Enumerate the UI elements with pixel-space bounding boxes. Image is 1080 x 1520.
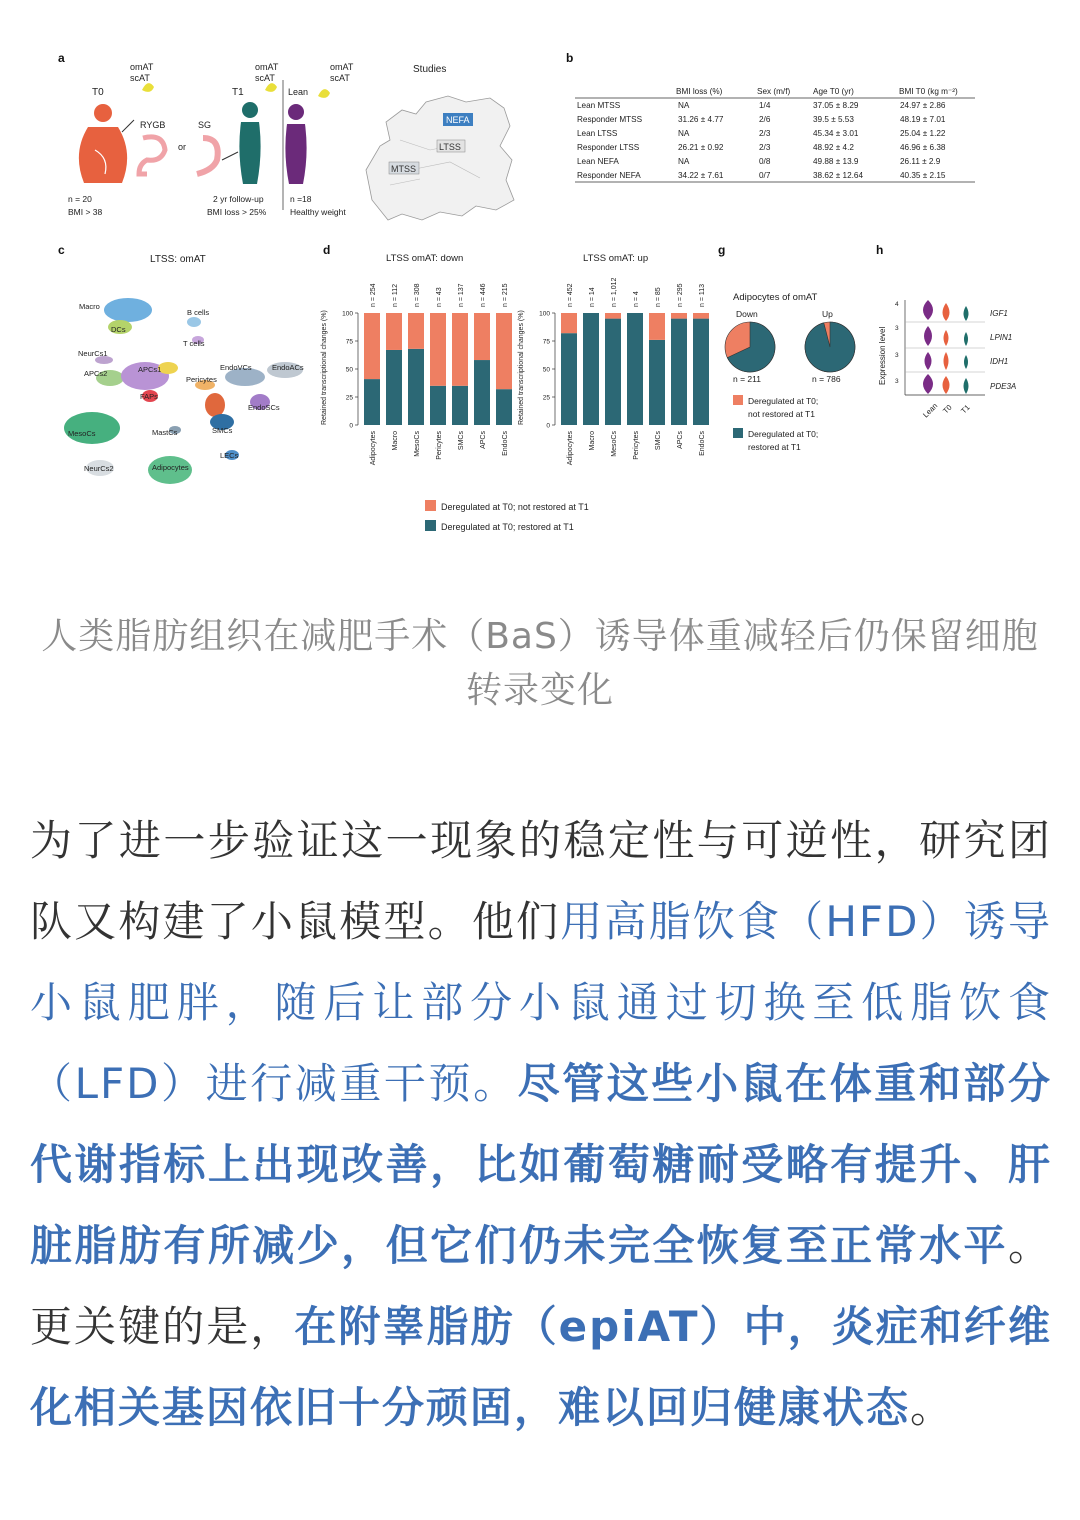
pie-legend-2b: restored at T1 bbox=[748, 442, 801, 452]
pie-chart-up bbox=[805, 322, 855, 372]
label-omat-2: omAT bbox=[255, 62, 279, 72]
svg-text:FAPs: FAPs bbox=[140, 392, 158, 401]
label-sg: SG bbox=[198, 120, 212, 130]
bar-restored bbox=[649, 340, 665, 425]
label-nefa: NEFA bbox=[446, 115, 470, 125]
pie-chart-down bbox=[725, 322, 775, 372]
label-bmiloss: BMI loss > 25% bbox=[207, 207, 267, 217]
svg-text:LPIN1: LPIN1 bbox=[990, 333, 1013, 342]
paragraph-text-3: 。 bbox=[910, 1383, 955, 1432]
pie-legend-swatch-not-restored bbox=[733, 395, 743, 405]
y-tick-label: 25 bbox=[345, 394, 353, 402]
pie-label-up: Up bbox=[822, 309, 833, 319]
legend-swatch-not-restored bbox=[425, 500, 436, 511]
svg-text:PDE3A: PDE3A bbox=[990, 382, 1017, 391]
bar-not-restored bbox=[671, 313, 687, 319]
pie-label-down: Down bbox=[736, 309, 758, 319]
label-t0: T0 bbox=[92, 87, 104, 98]
paragraph-bold-highlight-1: 尽管这些小鼠在体重和部分代谢指标上出现改善，比如葡萄糖耐受略有提升、肝脏脂肪有所减少，但它们仍未完全恢复至正常水平 bbox=[30, 1059, 1052, 1270]
chart-axis-title: Retained transcriptional changes (%) bbox=[518, 310, 525, 425]
pie-n-down: n = 211 bbox=[733, 374, 761, 384]
slim-person-purple-icon bbox=[285, 104, 306, 184]
y-tick-label: 0 bbox=[546, 422, 550, 430]
svg-text:NA: NA bbox=[678, 129, 690, 138]
svg-text:EndoVCs: EndoVCs bbox=[220, 363, 252, 372]
pie-title: Adipocytes of omAT bbox=[733, 292, 818, 303]
omat-pointer-icon-2 bbox=[265, 83, 277, 92]
umap-plot bbox=[64, 298, 304, 484]
panel-label-d: d bbox=[323, 243, 331, 257]
label-ltss-map: LTSS bbox=[439, 142, 461, 152]
svg-text:Responder MTSS: Responder MTSS bbox=[577, 115, 643, 124]
bar-restored bbox=[693, 319, 709, 425]
x-tick-label: Adipocytes bbox=[567, 431, 574, 466]
bar-not-restored bbox=[430, 313, 446, 386]
svg-text:2/3: 2/3 bbox=[759, 129, 771, 138]
bar-not-restored bbox=[561, 313, 577, 333]
y-tick-label: 100 bbox=[342, 310, 353, 318]
bar-not-restored bbox=[605, 313, 621, 319]
table-row bbox=[577, 143, 946, 152]
svg-text:LECs: LECs bbox=[220, 451, 239, 460]
svg-text:T0: T0 bbox=[941, 402, 954, 416]
bar-restored bbox=[583, 313, 599, 425]
bar-restored bbox=[605, 319, 621, 425]
svg-text:Lean: Lean bbox=[921, 401, 940, 420]
table-header-sex: Sex (m/f) bbox=[757, 87, 791, 96]
svg-text:49.88 ± 13.9: 49.88 ± 13.9 bbox=[813, 157, 859, 166]
table-header-bmiloss: BMI loss (%) bbox=[676, 87, 723, 96]
table-row bbox=[577, 171, 946, 180]
omat-pointer-icon-3 bbox=[318, 89, 330, 98]
panel-label-a: a bbox=[58, 51, 65, 65]
bar-not-restored bbox=[496, 313, 512, 389]
svg-text:3: 3 bbox=[895, 378, 899, 385]
svg-text:38.62 ± 12.64: 38.62 ± 12.64 bbox=[813, 171, 864, 180]
bar-not-restored bbox=[693, 313, 709, 319]
svg-text:3: 3 bbox=[895, 325, 899, 332]
svg-text:IDH1: IDH1 bbox=[990, 357, 1009, 366]
legend-label-not-restored: Deregulated at T0; not restored at T1 bbox=[441, 502, 589, 512]
bar-n-label: n = 85 bbox=[655, 287, 662, 307]
bar-restored bbox=[364, 379, 380, 425]
bar-restored bbox=[474, 360, 490, 425]
svg-text:MastCs: MastCs bbox=[152, 428, 178, 437]
bar-n-label: n = 113 bbox=[699, 283, 706, 307]
europe-map bbox=[366, 96, 514, 220]
label-or: or bbox=[178, 142, 187, 152]
svg-text:NA: NA bbox=[678, 101, 690, 110]
bar-not-restored bbox=[474, 313, 490, 360]
table-row bbox=[577, 129, 946, 138]
label-n18: n =18 bbox=[290, 194, 312, 204]
svg-text:MesoCs: MesoCs bbox=[68, 429, 96, 438]
y-tick-label: 25 bbox=[542, 394, 550, 402]
research-figure bbox=[0, 0, 1080, 560]
svg-text:4: 4 bbox=[895, 301, 899, 308]
y-tick-label: 50 bbox=[345, 366, 353, 374]
legend-swatch-restored bbox=[425, 520, 436, 531]
svg-text:2/6: 2/6 bbox=[759, 115, 771, 124]
pie-slice-restored bbox=[805, 322, 855, 372]
label-bmi38: BMI > 38 bbox=[68, 207, 103, 217]
bar-restored bbox=[408, 349, 424, 425]
chart-axis-title: Retained transcriptional changes (%) bbox=[321, 310, 328, 425]
svg-text:Pericytes: Pericytes bbox=[186, 375, 217, 384]
bar-n-label: n = 43 bbox=[436, 287, 443, 307]
bar-not-restored bbox=[408, 313, 424, 349]
omat-pointer-icon bbox=[142, 83, 154, 92]
bar-n-label: n = 295 bbox=[677, 283, 684, 307]
panel-label-h: h bbox=[876, 243, 884, 257]
stomach-rygb-icon bbox=[139, 137, 165, 174]
bar-not-restored bbox=[649, 313, 665, 340]
x-tick-label: EndoCs bbox=[502, 431, 509, 456]
svg-text:0/8: 0/8 bbox=[759, 157, 771, 166]
svg-text:APCs2: APCs2 bbox=[84, 369, 108, 378]
bar-not-restored bbox=[364, 313, 380, 379]
bar-restored bbox=[496, 389, 512, 425]
pie-legend-1a: Deregulated at T0; bbox=[748, 396, 819, 406]
label-studies: Studies bbox=[413, 64, 447, 75]
chart-title: LTSS omAT: up bbox=[583, 253, 649, 264]
table-row bbox=[577, 115, 946, 124]
x-tick-label: Pericytes bbox=[633, 431, 640, 460]
bar-restored bbox=[386, 350, 402, 425]
bar-restored bbox=[671, 319, 687, 425]
svg-text:0/7: 0/7 bbox=[759, 171, 771, 180]
svg-text:EndoACs: EndoACs bbox=[272, 363, 304, 372]
cohort-table bbox=[575, 87, 975, 182]
violin-ylabel: Expression level bbox=[878, 326, 887, 385]
bar-n-label: n = 254 bbox=[370, 283, 377, 307]
x-tick-label: EndoCs bbox=[699, 431, 706, 456]
panel-label-g: g bbox=[718, 243, 726, 257]
svg-text:45.34 ± 3.01: 45.34 ± 3.01 bbox=[813, 129, 859, 138]
bar-n-label: n = 308 bbox=[414, 283, 421, 307]
x-tick-label: APCs bbox=[677, 431, 684, 449]
svg-text:Adipocytes: Adipocytes bbox=[152, 463, 189, 472]
label-rygb: RYGB bbox=[140, 120, 166, 130]
y-tick-label: 75 bbox=[345, 338, 353, 346]
obese-person-icon bbox=[79, 104, 127, 183]
x-tick-label: MesoCs bbox=[611, 431, 618, 457]
umap-title: LTSS: omAT bbox=[150, 254, 206, 265]
legend-d bbox=[425, 500, 589, 532]
paragraph-text-2: 。更关键的是， bbox=[30, 1221, 1052, 1351]
bar-chart-down bbox=[321, 253, 512, 465]
label-scat-1: scAT bbox=[130, 73, 150, 83]
bar-not-restored bbox=[452, 313, 468, 386]
svg-text:46.96 ± 6.38: 46.96 ± 6.38 bbox=[900, 143, 946, 152]
svg-text:2/3: 2/3 bbox=[759, 143, 771, 152]
bar-n-label: n = 14 bbox=[589, 287, 596, 307]
svg-text:APCs1: APCs1 bbox=[138, 365, 162, 374]
svg-text:37.05 ± 8.29: 37.05 ± 8.29 bbox=[813, 101, 859, 110]
stomach-sg-icon bbox=[197, 138, 218, 174]
svg-text:Lean LTSS: Lean LTSS bbox=[577, 129, 618, 138]
article-paragraph bbox=[30, 800, 1052, 1448]
table-row bbox=[577, 157, 941, 166]
pie-legend-2a: Deregulated at T0; bbox=[748, 429, 819, 439]
svg-text:Lean MTSS: Lean MTSS bbox=[577, 101, 621, 110]
x-tick-label: Pericytes bbox=[436, 431, 443, 460]
svg-text:NA: NA bbox=[678, 157, 690, 166]
x-tick-label: APCs bbox=[480, 431, 487, 449]
y-tick-label: 75 bbox=[542, 338, 550, 346]
svg-text:40.35 ± 2.15: 40.35 ± 2.15 bbox=[900, 171, 946, 180]
paragraph-text-1: 为了进一步验证这一现象的稳定性与可逆性，研究团队又构建了小鼠模型。他们 bbox=[30, 816, 1052, 946]
arrow-to-t1-icon bbox=[222, 152, 238, 160]
bar-n-label: n = 4 bbox=[633, 291, 640, 307]
violin-plot bbox=[895, 300, 1016, 419]
bar-n-label: n = 452 bbox=[567, 283, 574, 307]
bar-restored bbox=[430, 386, 446, 425]
bar-n-label: n = 112 bbox=[392, 283, 399, 307]
svg-text:1/4: 1/4 bbox=[759, 101, 771, 110]
bar-restored bbox=[561, 333, 577, 425]
panel-label-b: b bbox=[566, 51, 574, 65]
x-tick-label: Macro bbox=[589, 431, 596, 451]
label-t1: T1 bbox=[232, 87, 244, 98]
label-followup: 2 yr follow-up bbox=[213, 194, 264, 204]
x-tick-label: SMCs bbox=[655, 431, 662, 451]
svg-text:EndoSCs: EndoSCs bbox=[248, 403, 280, 412]
svg-text:Responder NEFA: Responder NEFA bbox=[577, 171, 641, 180]
y-tick-label: 50 bbox=[542, 366, 550, 374]
label-lean: Lean bbox=[288, 87, 309, 97]
svg-text:26.21 ± 0.92: 26.21 ± 0.92 bbox=[678, 143, 724, 152]
svg-text:Responder LTSS: Responder LTSS bbox=[577, 143, 640, 152]
label-omat-3: omAT bbox=[330, 62, 354, 72]
svg-text:T cells: T cells bbox=[183, 339, 205, 348]
bar-n-label: n = 215 bbox=[502, 283, 509, 307]
svg-text:SMCs: SMCs bbox=[212, 426, 233, 435]
table-header-bmit0: BMI T0 (kg m⁻²) bbox=[899, 87, 958, 96]
figure-caption: 人类脂肪组织在减肥手术（BaS）诱导体重减轻后仍保留细胞转录变化 bbox=[41, 616, 1039, 711]
svg-text:T1: T1 bbox=[959, 402, 972, 416]
y-tick-label: 0 bbox=[349, 422, 353, 430]
paragraph-bold-highlight-2: 在附睾脂肪（epiAT）中，炎症和纤维化相关基因依旧十分顽固，难以回归健康状态 bbox=[30, 1302, 1052, 1432]
x-tick-label: MesoCs bbox=[414, 431, 421, 457]
svg-text:DCs: DCs bbox=[111, 325, 126, 334]
label-n20: n = 20 bbox=[68, 194, 92, 204]
svg-text:Lean NEFA: Lean NEFA bbox=[577, 157, 619, 166]
x-tick-label: Macro bbox=[392, 431, 399, 451]
svg-text:NeurCs1: NeurCs1 bbox=[78, 349, 108, 358]
svg-text:25.04 ± 1.22: 25.04 ± 1.22 bbox=[900, 129, 946, 138]
table-row bbox=[577, 101, 946, 110]
bar-n-label: n = 1,012 bbox=[611, 277, 618, 307]
bar-restored bbox=[452, 386, 468, 425]
svg-text:39.5 ± 5.53: 39.5 ± 5.53 bbox=[813, 115, 854, 124]
chart-title: LTSS omAT: down bbox=[386, 253, 464, 264]
label-omat-1: omAT bbox=[130, 62, 154, 72]
pie-legend-1b: not restored at T1 bbox=[748, 409, 815, 419]
bar-n-label: n = 446 bbox=[480, 283, 487, 307]
bar-n-label: n = 137 bbox=[458, 283, 465, 307]
table-header-age: Age T0 (yr) bbox=[813, 87, 854, 96]
svg-text:NeurCs2: NeurCs2 bbox=[84, 464, 114, 473]
svg-text:3: 3 bbox=[895, 352, 899, 359]
pie-n-up: n = 786 bbox=[812, 374, 841, 384]
svg-text:34.22 ± 7.61: 34.22 ± 7.61 bbox=[678, 171, 724, 180]
svg-text:IGF1: IGF1 bbox=[990, 309, 1008, 318]
x-tick-label: SMCs bbox=[458, 431, 465, 451]
legend-label-restored: Deregulated at T0; restored at T1 bbox=[441, 522, 574, 532]
label-scat-3: scAT bbox=[330, 73, 350, 83]
svg-text:48.19 ± 7.01: 48.19 ± 7.01 bbox=[900, 115, 946, 124]
bar-chart-up bbox=[518, 253, 709, 465]
x-tick-label: Adipocytes bbox=[370, 431, 377, 466]
svg-text:Macro: Macro bbox=[79, 302, 100, 311]
panel-label-c: c bbox=[58, 243, 65, 257]
label-mtss-map: MTSS bbox=[391, 164, 417, 174]
y-tick-label: 100 bbox=[539, 310, 550, 318]
arrow-to-stomach-icon bbox=[122, 120, 134, 132]
bar-not-restored bbox=[386, 313, 402, 350]
bar-restored bbox=[627, 313, 643, 425]
slim-person-teal-icon bbox=[239, 102, 260, 184]
pie-legend-swatch-restored bbox=[733, 428, 743, 438]
svg-text:31.26 ± 4.77: 31.26 ± 4.77 bbox=[678, 115, 724, 124]
svg-text:48.92 ± 4.2: 48.92 ± 4.2 bbox=[813, 143, 854, 152]
label-healthy: Healthy weight bbox=[290, 207, 346, 217]
label-scat-2: scAT bbox=[255, 73, 275, 83]
svg-text:26.11 ± 2.9: 26.11 ± 2.9 bbox=[900, 157, 941, 166]
svg-text:B cells: B cells bbox=[187, 308, 210, 317]
svg-text:24.97 ± 2.86: 24.97 ± 2.86 bbox=[900, 101, 946, 110]
paragraph-highlight-1: 用高脂饮食（HFD）诱导小鼠肥胖，随后让部分小鼠通过切换至低脂饮食（LFD）进行减重干预。 bbox=[30, 897, 1052, 1108]
